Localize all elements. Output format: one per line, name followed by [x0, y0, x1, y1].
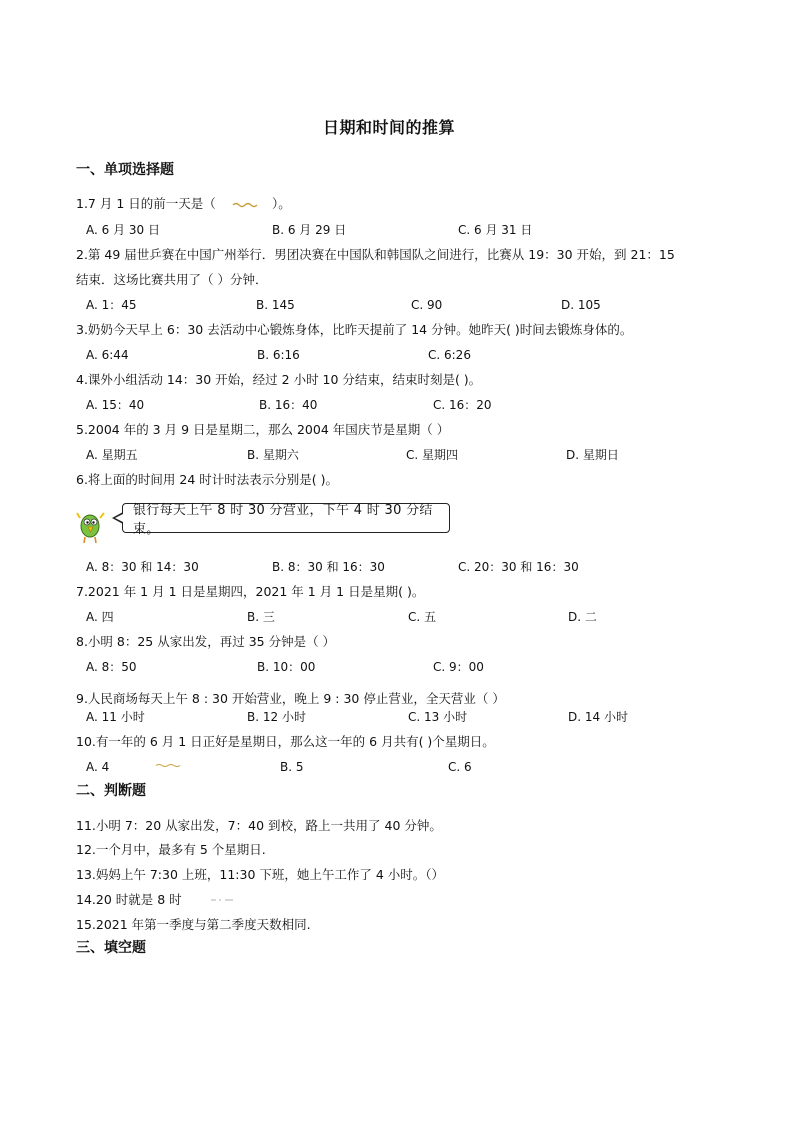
judgment-item-12: 12.一个月中，最多有 5 个星期日.	[76, 842, 266, 857]
option-9d[interactable]: D. 14 小时	[568, 710, 628, 724]
option-8b[interactable]: B. 10：00	[257, 660, 316, 674]
option-5a[interactable]: A. 星期五	[86, 448, 138, 462]
option-4c[interactable]: C. 16：20	[433, 398, 492, 412]
speech-bubble	[122, 503, 450, 537]
option-10b[interactable]: B. 5	[280, 760, 304, 774]
option-8a[interactable]: A. 8：50	[86, 660, 137, 674]
option-3a[interactable]: A. 6:44	[86, 348, 129, 362]
question-3-text: 3.奶奶今天早上 6：30 去活动中心锻炼身体，比昨天提前了 14 分钟。她昨天( )时间去锻炼身体的。	[76, 322, 633, 337]
option-1b[interactable]: B. 6 月 29 日	[272, 223, 347, 237]
option-4b[interactable]: B. 16：40	[259, 398, 318, 412]
option-7c[interactable]: C. 五	[408, 610, 437, 624]
option-6b[interactable]: B. 8：30 和 16：30	[272, 560, 385, 574]
option-2d[interactable]: D. 105	[561, 298, 601, 312]
option-3b[interactable]: B. 6:16	[257, 348, 300, 362]
section-heading-multiple-choice: 一、单项选择题	[76, 162, 174, 178]
judgment-item-11: 11.小明 7：20 从家出发，7：40 到校，路上一共用了 40 分钟。	[76, 818, 442, 833]
speech-bubble-text: 银行每天上午 8 时 30 分营业，下午 4 时 30 分结束。	[133, 503, 433, 537]
option-5c[interactable]: C. 星期四	[406, 448, 459, 462]
option-1a[interactable]: A. 6 月 30 日	[86, 223, 160, 237]
option-7b[interactable]: B. 三	[247, 610, 275, 624]
option-7a[interactable]: A. 四	[86, 610, 114, 624]
question-1-end: ）。	[272, 196, 291, 211]
squiggle-mark	[210, 898, 234, 902]
question-9-text: 9.人民商场每天上午 8 : 30 开始营业，晚上 9 : 30 停止营业，全天营业（ ）	[76, 691, 505, 706]
option-5d[interactable]: D. 星期日	[566, 448, 619, 462]
option-2a[interactable]: A. 1：45	[86, 298, 137, 312]
question-5-text: 5.2004 年的 3 月 9 日是星期二，那么 2004 年国庆节是星期（ ）	[76, 422, 450, 437]
question-7-text: 7.2021 年 1 月 1 日是星期四，2021 年 1 月 1 日是星期( )。	[76, 584, 425, 599]
question-10-text: 10.有一年的 6 月 1 日正好是星期日，那么这一年的 6 月共有( )个星期日。	[76, 734, 495, 749]
section-heading-true-false: 二、判断题	[76, 783, 146, 799]
option-10a[interactable]: A. 4	[86, 760, 110, 774]
question-1	[76, 196, 216, 212]
option-2b[interactable]: B. 145	[256, 298, 295, 312]
squiggle-mark	[232, 201, 258, 209]
option-5b[interactable]: B. 星期六	[247, 448, 299, 462]
question-2-continuation: 结束．这场比赛共用了（ ）分钟．	[76, 272, 268, 287]
speech-bubble-tail-fill	[115, 514, 123, 522]
question-2-text: 2.第 49 届世乒赛在中国广州举行．男团决赛在中国队和韩国队之间进行，比赛从 19：30 开始，到 21：15	[76, 247, 675, 262]
page-title: 日期和时间的推算	[323, 118, 456, 137]
option-2c[interactable]: C. 90	[411, 298, 443, 312]
judgment-item-15: 15.2021 年第一季度与第二季度天数相同.	[76, 917, 311, 932]
question-1-text: 1.7 月 1 日的前一天是（	[76, 196, 216, 211]
option-7d[interactable]: D. 二	[568, 610, 597, 624]
squiggle-mark	[155, 763, 181, 768]
option-4a[interactable]: A. 15：40	[86, 398, 145, 412]
question-4-text: 4.课外小组活动 14：30 开始，经过 2 小时 10 分结束，结束时刻是( )。	[76, 372, 482, 387]
question-8-text: 8.小明 8：25 从家出发，再过 35 分钟是（ ）	[76, 634, 336, 649]
judgment-item-14: 14.20 时就是 8 时	[76, 892, 182, 907]
question-6-text: 6.将上面的时间用 24 时计时法表示分别是( )。	[76, 472, 339, 487]
option-1c[interactable]: C. 6 月 31 日	[458, 223, 533, 237]
section-heading-fill-in: 三、填空题	[76, 940, 146, 956]
option-6c[interactable]: C. 20：30 和 16：30	[458, 560, 579, 574]
option-3c[interactable]: C. 6:26	[428, 348, 471, 362]
option-9b[interactable]: B. 12 小时	[247, 710, 306, 724]
judgment-item-13: 13.妈妈上午 7:30 上班，11:30 下班，她上午工作了 4 小时。（）	[76, 867, 445, 882]
option-6a[interactable]: A. 8：30 和 14：30	[86, 560, 199, 574]
cartoon-parrot-icon	[76, 510, 106, 544]
option-9a[interactable]: A. 11 小时	[86, 710, 145, 724]
option-9c[interactable]: C. 13 小时	[408, 710, 468, 724]
option-8c[interactable]: C. 9：00	[433, 660, 484, 674]
option-10c[interactable]: C. 6	[448, 760, 472, 774]
